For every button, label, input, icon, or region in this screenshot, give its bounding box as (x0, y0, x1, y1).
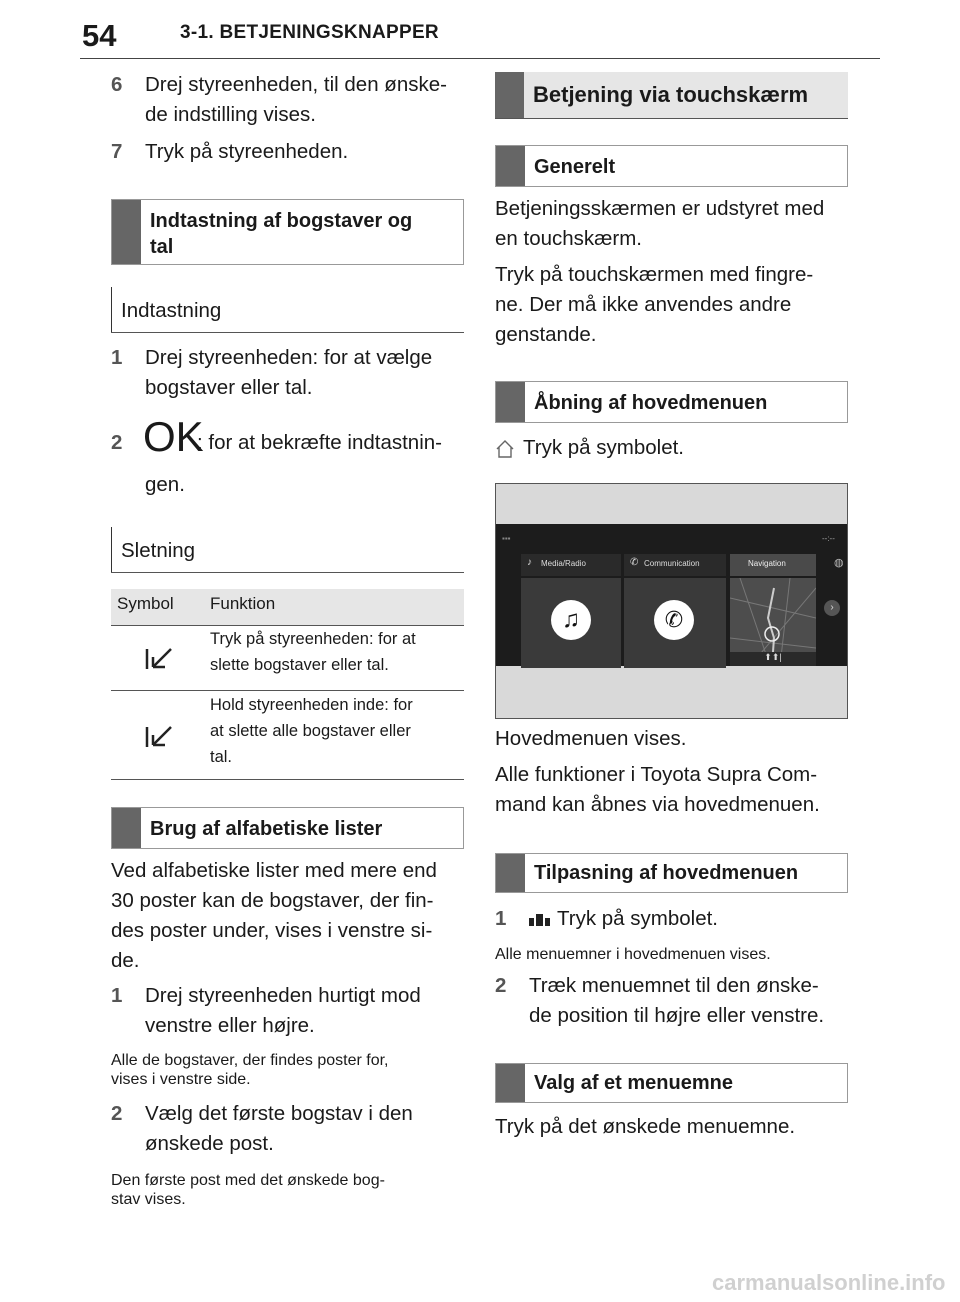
subheading-delete: Sletning (111, 527, 464, 573)
menu-dots-icon: ▪▪▪ (502, 534, 511, 543)
tab-navigation[interactable]: Navigation (730, 554, 816, 576)
step-7: 7 Tryk på styreenheden. (111, 140, 349, 163)
table-row: Tryk på styreenheden: for at slette bogstaver eller tal. (111, 625, 464, 691)
chevron-right-icon[interactable]: › (824, 600, 840, 616)
tiles-icon (529, 912, 551, 928)
backspace-arrow-icon (145, 647, 175, 671)
tab-media-radio[interactable]: ♪ Media/Radio (521, 554, 621, 576)
screen-time: --:-- (822, 534, 835, 543)
header-rule (80, 58, 880, 59)
note-alpha-1: Alle de bogstaver, der findes poster for, vises i venstre side. (111, 1052, 389, 1088)
backspace-arrow-icon (145, 725, 175, 749)
table-header: Symbol Funktion (111, 589, 464, 626)
step-input-1: 1 Drej styreenheden: for at vælge bogstaver eller tal. (111, 346, 433, 399)
tile-navigation-map[interactable] (730, 578, 816, 666)
tab-communication[interactable]: ✆ Communication (624, 554, 726, 576)
section-title: Indtastning af bogstaver og tal (150, 210, 413, 258)
section-box-alpha: Brug af alfabetiske lister (111, 807, 464, 849)
symbol-table (111, 589, 464, 779)
home-icon (495, 439, 515, 459)
section-box-customize: Tilpasning af hovedmenuen (495, 853, 848, 893)
open-instruction: Tryk på symbolet. (495, 433, 855, 463)
para-general-2: Tryk på touchskærmen med fingre- ne. Der må ikke anvendes andre genstande. (495, 263, 814, 346)
step-6: 6 Drej styreenheden, til den ønske- de indstilling vises. (111, 73, 447, 126)
para-select: Tryk på det ønskede menuemne. (495, 1115, 796, 1138)
step-customize-1: 1 Tryk på symbolet. (495, 907, 719, 930)
section-box-select: Valg af et menuemne (495, 1063, 848, 1103)
step-input-2: 2 OK : for at bekræfte indtastnin- gen. (111, 413, 442, 496)
display-panel (496, 524, 847, 666)
step-customize-2: 2 Træk menuemnet til den ønske- de position til højre eller venstre. (495, 974, 825, 1027)
section-bar (112, 200, 141, 264)
section-box-open: Åbning af hovedmenuen (495, 381, 848, 423)
subheading-input: Indtastning (111, 287, 464, 333)
table-row: Hold styreenheden inde: for at slette alle bogstaver eller tal. (111, 691, 464, 780)
step-alpha-1: 1 Drej styreenheden hurtigt mod venstre eller højre. (111, 984, 421, 1037)
music-note-icon: ♫ (551, 600, 591, 640)
phone-icon: ✆ (654, 600, 694, 640)
globe-icon: ◍ (834, 557, 844, 569)
watermark: carmanualsonline.info (712, 1270, 946, 1295)
note-customize: Alle menuemner i hovedmenuen vises. (495, 946, 771, 963)
tile-media[interactable] (521, 578, 621, 668)
step-alpha-2: 2 Vælg det første bogstav i den ønskede post. (111, 1102, 413, 1155)
para-general-1: Betjeningsskærmen er udstyret med en touchskærm. (495, 197, 825, 250)
tile-communication[interactable] (624, 578, 726, 668)
para-alpha: Ved alfabetiske lister med mere end 30 poster kan de bogstaver, der fin- des poster under, vises i venstre si- de. (111, 859, 437, 972)
note-alpha-2: Den første post med det ønskede bog- stav vises. (111, 1172, 385, 1208)
ok-symbol: OK (143, 413, 204, 460)
nav-arrows-icon: ⬆⬆| (730, 652, 816, 666)
page-number: 54 (82, 18, 117, 53)
section-box-general: Generelt (495, 145, 848, 187)
para-menu-1: Hovedmenuen vises. (495, 727, 687, 750)
section-box-touch: Betjening via touchskærm (495, 72, 848, 119)
main-menu-screenshot (495, 483, 848, 719)
section-box-letters (111, 199, 464, 265)
chapter-title: 3-1. BETJENINGSKNAPPER (180, 22, 439, 43)
para-menu-2: Alle funktioner i Toyota Supra Com- mand kan åbnes via hovedmenuen. (495, 763, 820, 816)
